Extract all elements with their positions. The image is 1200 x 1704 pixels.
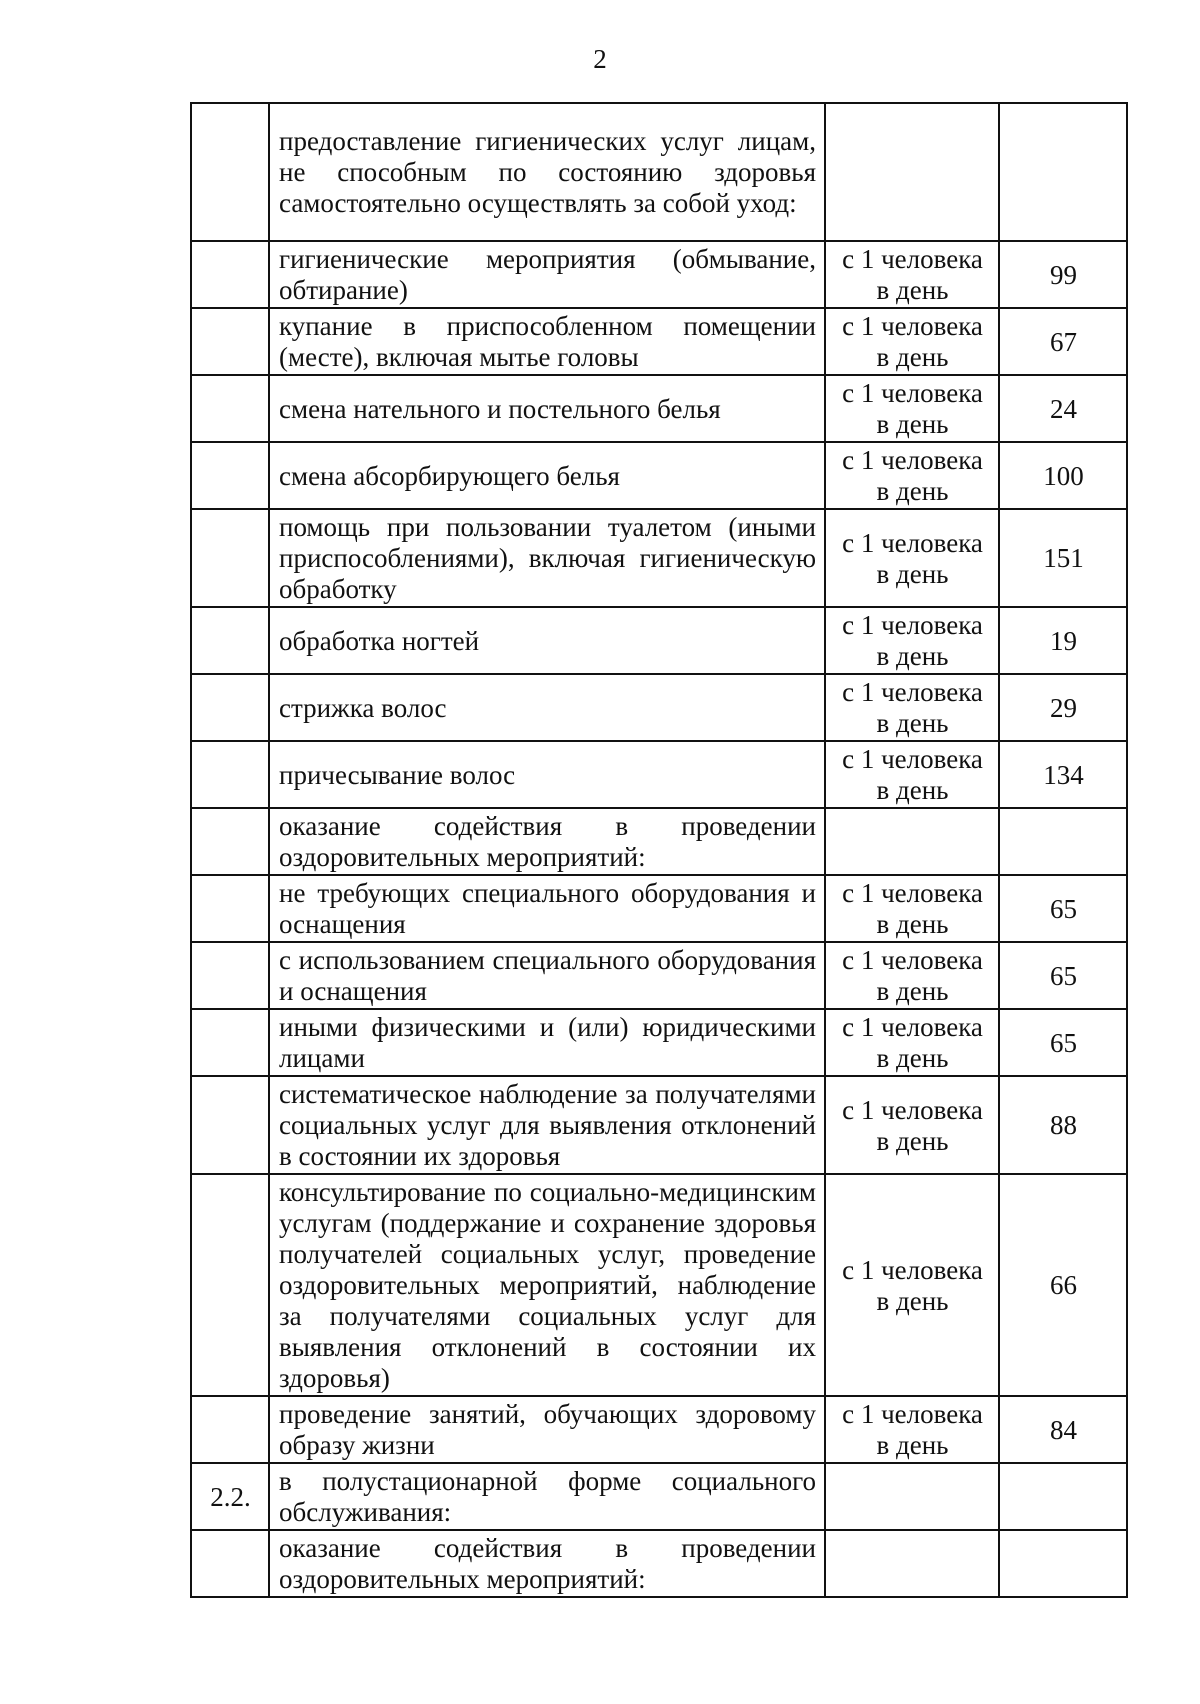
unit-cell: с 1 человека в день: [825, 607, 999, 674]
table-row: [191, 674, 1127, 741]
service-name-cell: гигиенические мероприятия (обмывание, обтирание): [269, 241, 825, 308]
unit-cell: с 1 человека в день: [825, 241, 999, 308]
service-name-cell: купание в приспособленном помещении (месте), включая мытье головы: [269, 308, 825, 375]
row-number-cell: [191, 1009, 269, 1076]
service-name-cell: систематическое наблюдение за получателями социальных услуг для выявления отклонений в состоянии их здоровья: [269, 1076, 825, 1174]
unit-cell: с 1 человека в день: [825, 875, 999, 942]
service-name-cell: консультирование по социально-медицинским услугам (поддержание и сохранение здоровья получателей социальных услуг, проведение оздоровительных мероприятий, наблюдение за получателями социальных услуг для выявления отклонений в состоянии их здоровья): [269, 1174, 825, 1396]
unit-cell: [825, 1530, 999, 1597]
unit-cell: с 1 человека в день: [825, 1174, 999, 1396]
tariff-value-cell: 66: [999, 1174, 1127, 1396]
row-number-cell: [191, 875, 269, 942]
unit-cell: с 1 человека в день: [825, 1009, 999, 1076]
table-row: [191, 1009, 1127, 1076]
row-number-cell: [191, 1076, 269, 1174]
row-number-cell: [191, 442, 269, 509]
unit-cell: с 1 человека в день: [825, 509, 999, 607]
row-number-cell: [191, 1530, 269, 1597]
service-name-cell: смена нательного и постельного белья: [269, 375, 825, 442]
unit-cell: с 1 человека в день: [825, 442, 999, 509]
row-number-cell: [191, 1174, 269, 1396]
unit-cell: с 1 человека в день: [825, 942, 999, 1009]
service-name-cell: предоставление гигиенических услуг лицам, не способным по состоянию здоровья самостоятельно осуществлять за собой уход:: [269, 103, 825, 241]
unit-cell: с 1 человека в день: [825, 1396, 999, 1463]
table-row: [191, 1530, 1127, 1597]
service-name-cell: проведение занятий, обучающих здоровому образу жизни: [269, 1396, 825, 1463]
unit-cell: [825, 808, 999, 875]
row-number-cell: [191, 241, 269, 308]
table-row: [191, 741, 1127, 808]
unit-cell: с 1 человека в день: [825, 308, 999, 375]
service-name-cell: в полустационарной форме социального обслуживания:: [269, 1463, 825, 1530]
unit-cell: с 1 человека в день: [825, 741, 999, 808]
row-number-cell: [191, 103, 269, 241]
tariff-value-cell: 65: [999, 875, 1127, 942]
table-row: [191, 942, 1127, 1009]
row-number-cell: [191, 674, 269, 741]
tariff-value-cell: 65: [999, 942, 1127, 1009]
unit-cell: [825, 103, 999, 241]
tariff-value-cell: 24: [999, 375, 1127, 442]
table-row: [191, 808, 1127, 875]
service-name-cell: помощь при пользовании туалетом (иными приспособлениями), включая гигиеническую обработку: [269, 509, 825, 607]
tariff-value-cell: 88: [999, 1076, 1127, 1174]
tariff-value-cell: 84: [999, 1396, 1127, 1463]
tariff-value-cell: 100: [999, 442, 1127, 509]
tariff-value-cell: 134: [999, 741, 1127, 808]
tariff-value-cell: 67: [999, 308, 1127, 375]
table-row: [191, 442, 1127, 509]
table-row: [191, 375, 1127, 442]
table-row: [191, 509, 1127, 607]
tariff-value-cell: [999, 808, 1127, 875]
row-number-cell: 2.2.: [191, 1463, 269, 1530]
table-row: [191, 1396, 1127, 1463]
service-name-cell: иными физическими и (или) юридическими лицами: [269, 1009, 825, 1076]
service-name-cell: смена абсорбирующего белья: [269, 442, 825, 509]
tariff-value-cell: 29: [999, 674, 1127, 741]
unit-cell: с 1 человека в день: [825, 375, 999, 442]
service-name-cell: не требующих специального оборудования и оснащения: [269, 875, 825, 942]
tariff-value-cell: [999, 1530, 1127, 1597]
row-number-cell: [191, 509, 269, 607]
unit-cell: [825, 1463, 999, 1530]
service-name-cell: причесывание волос: [269, 741, 825, 808]
table-row: [191, 607, 1127, 674]
tariff-value-cell: [999, 1463, 1127, 1530]
table-row: [191, 241, 1127, 308]
tariff-value-cell: [999, 103, 1127, 241]
unit-cell: с 1 человека в день: [825, 674, 999, 741]
row-number-cell: [191, 1396, 269, 1463]
table-row: [191, 1174, 1127, 1396]
table-row: [191, 875, 1127, 942]
tariff-value-cell: 99: [999, 241, 1127, 308]
table-row: [191, 308, 1127, 375]
service-name-cell: стрижка волос: [269, 674, 825, 741]
service-name-cell: оказание содействия в проведении оздоровительных мероприятий:: [269, 1530, 825, 1597]
unit-cell: с 1 человека в день: [825, 1076, 999, 1174]
row-number-cell: [191, 741, 269, 808]
row-number-cell: [191, 808, 269, 875]
table-row: [191, 1463, 1127, 1530]
row-number-cell: [191, 607, 269, 674]
page-number: 2: [593, 44, 607, 74]
row-number-cell: [191, 942, 269, 1009]
tariff-value-cell: 151: [999, 509, 1127, 607]
tariff-value-cell: 65: [999, 1009, 1127, 1076]
row-number-cell: [191, 308, 269, 375]
service-name-cell: оказание содействия в проведении оздоровительных мероприятий:: [269, 808, 825, 875]
services-table-body: [191, 103, 1127, 1597]
service-name-cell: обработка ногтей: [269, 607, 825, 674]
row-number-cell: [191, 375, 269, 442]
services-table: [190, 102, 1128, 1598]
service-name-cell: с использованием специального оборудования и оснащения: [269, 942, 825, 1009]
table-row: [191, 1076, 1127, 1174]
tariff-value-cell: 19: [999, 607, 1127, 674]
table-row: [191, 103, 1127, 241]
